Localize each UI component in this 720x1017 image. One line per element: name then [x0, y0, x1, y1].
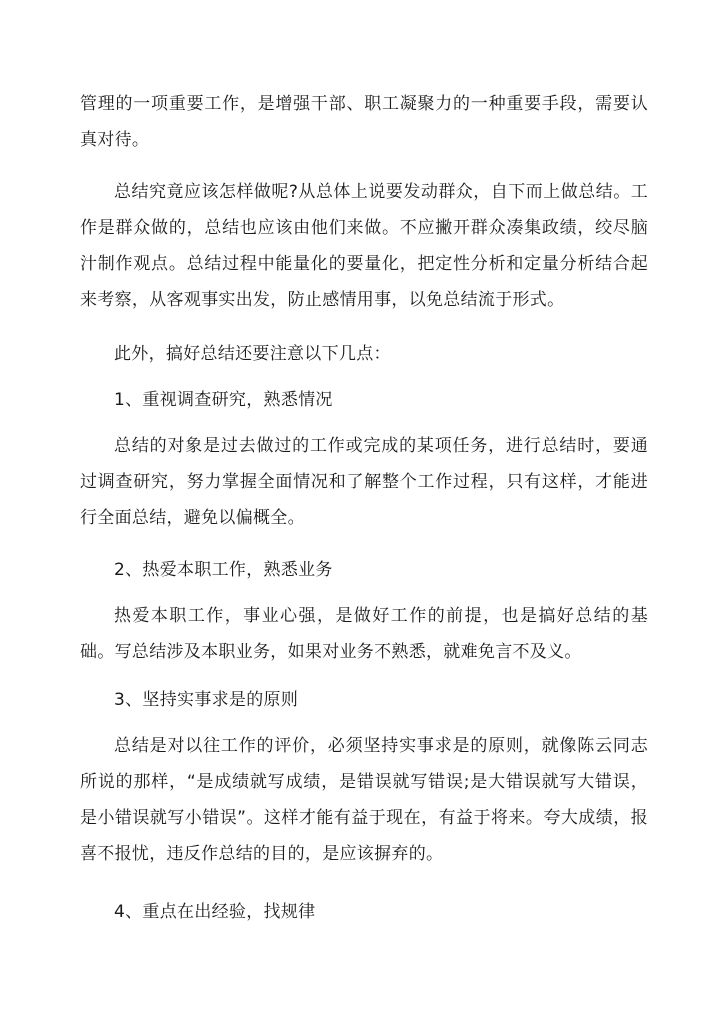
section-heading-1: 1、重视调查研究，熟悉情况	[114, 390, 333, 410]
section-heading-2: 2、热爱本职工作，熟悉业务	[114, 560, 333, 580]
section-heading-4: 4、重点在出经验，找规律	[114, 902, 316, 922]
paragraph-section-3: 总结是对以往工作的评价，必须坚持实事求是的原则，就像陈云同志所说的那样，“是成绩就写成绩，是错误就写错误;是大错误就写大错误，是小错误就写小错误”。这样才能有益于现在，有益于将来。夸大成绩，报喜不报忧，违反作总结的目的，是应该摒弃的。	[80, 736, 648, 864]
paragraph-how-to-summarize: 总结究竟应该怎样做呢?从总体上说要发动群众，自下而上做总结。工作是群众做的，总结也应该由他们来做。不应撇开群众凑集政绩，绞尽脑汁制作观点。总结过程中能量化的要量化，把定性分析和定量分析结合起来考察，从客观事实出发，防止感情用事，以免总结流于形式。	[80, 182, 648, 310]
paragraph-section-2: 热爱本职工作，事业心强，是做好工作的前提，也是搞好总结的基础。写总结涉及本职业务，如果对业务不熟悉，就难免言不及义。	[80, 606, 648, 662]
section-heading-3: 3、坚持实事求是的原则	[114, 690, 299, 710]
paragraph-continued-intro: 管理的一项重要工作，是增强干部、职工凝聚力的一种重要手段，需要认真对待。	[80, 94, 648, 150]
paragraph-section-1: 总结的对象是过去做过的工作或完成的某项任务，进行总结时，要通过调查研究，努力掌握全面情况和了解整个工作过程，只有这样，才能进行全面总结，避免以偏概全。	[80, 436, 648, 528]
paragraph-additional-points: 此外，搞好总结还要注意以下几点：	[114, 344, 391, 364]
